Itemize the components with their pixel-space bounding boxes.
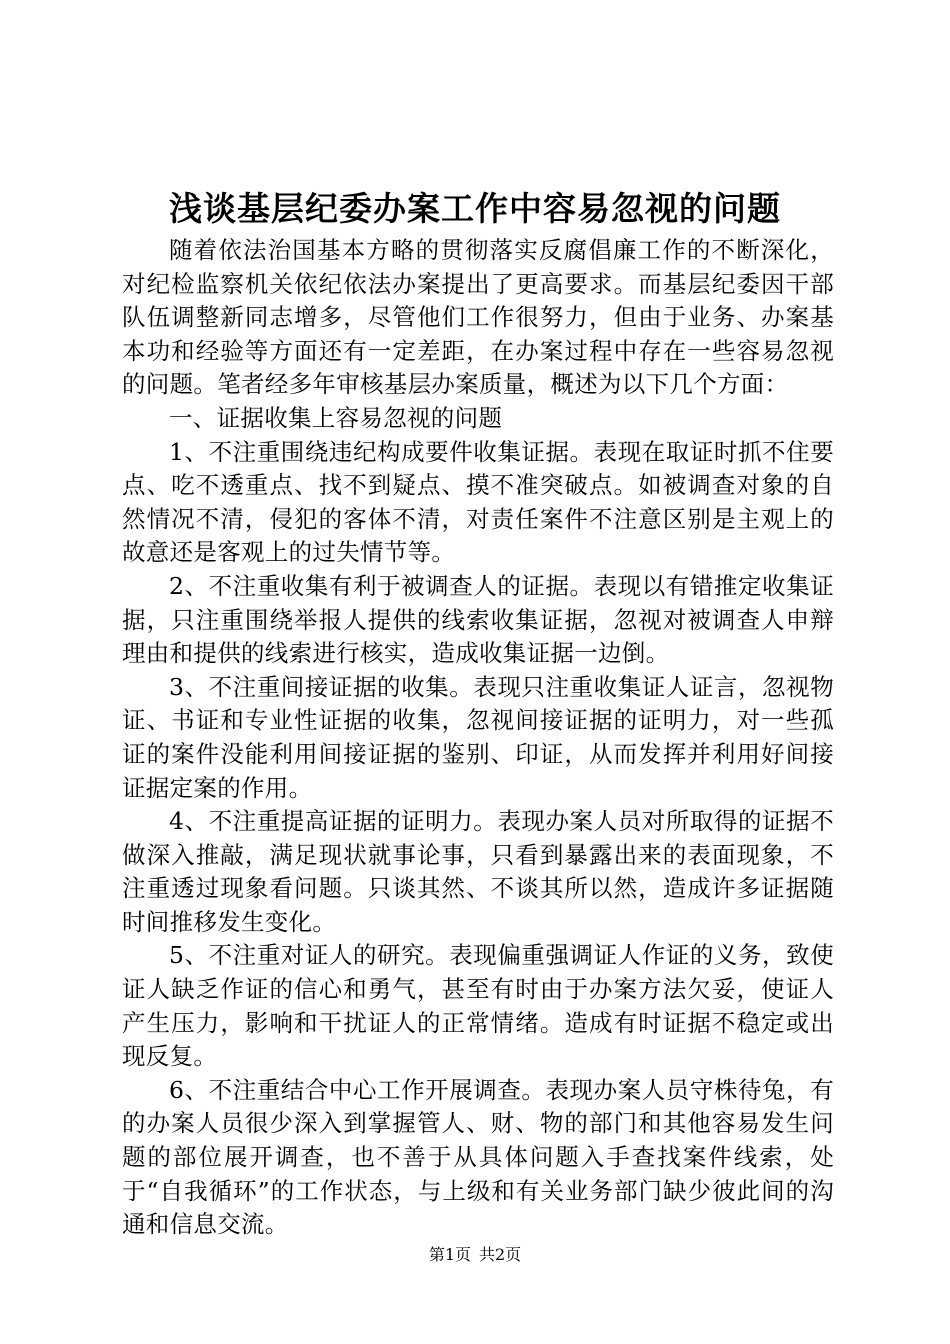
paragraph-item-2: 2、不注重收集有利于被调查人的证据。表现以有错推定收集证据，只注重围绕举报人提供的线索收集证据，忽视对被调查人申辩理由和提供的线索进行核实，造成收集证据一边倒。: [122, 571, 834, 668]
document-body: [122, 234, 834, 1242]
paragraph-item-6: 6、不注重结合中心工作开展调查。表现办案人员守株待兔，有的办案人员很少深入到掌握管人、财、物的部门和其他容易发生问题的部位展开调查，也不善于从具体问题入手查找案件线索，处于“自我循环”的工作状态，与上级和有关业务部门缺少彼此间的沟通和信息交流。: [122, 1075, 834, 1239]
page-total: 共2页: [479, 1245, 522, 1264]
section-heading: 一、证据收集上容易忽视的问题: [169, 403, 503, 432]
page-footer: [0, 1244, 950, 1266]
document-title: 浅谈基层纪委办案工作中容易忽视的问题: [169, 189, 781, 228]
paragraph-item-1: 1、不注重围绕违纪构成要件收集证据。表现在取证时抓不住要点、吃不透重点、找不到疑点、摸不准突破点。如被调查对象的自然情况不清，侵犯的客体不清，对责任案件不注意区别是主观上的故意还是客观上的过失情节等。: [122, 437, 834, 567]
paragraph-item-5: 5、不注重对证人的研究。表现偏重强调证人作证的义务，致使证人缺乏作证的信心和勇气，甚至有时由于办案方法欠妥，使证人产生压力，影响和干扰证人的正常情绪。造成有时证据不稳定或出现反复。: [122, 941, 834, 1071]
page-number: 第1页: [428, 1245, 471, 1264]
paragraph-item-3: 3、不注重间接证据的收集。表现只注重收集证人证言，忽视物证、书证和专业性证据的收集，忽视间接证据的证明力，对一些孤证的案件没能利用间接证据的鉴别、印证，从而发挥并利用好间接证据定案的作用。: [122, 672, 834, 802]
paragraph-item-4: 4、不注重提高证据的证明力。表现办案人员对所取得的证据不做深入推敲，满足现状就事论事，只看到暴露出来的表面现象，不注重透过现象看问题。只谈其然、不谈其所以然，造成许多证据随时间推移发生变化。: [122, 807, 834, 936]
paragraph-intro: 随着依法治国基本方略的贯彻落实反腐倡廉工作的不断深化，对纪检监察机关依纪依法办案提出了更高要求。而基层纪委因干部队伍调整新同志增多，尽管他们工作很努力，但由于业务、办案基本功和经验等方面还有一定差距，在办案过程中存在一些容易忽视的问题。笔者经多年审核基层办案质量，概述为以下几个方面：: [122, 236, 834, 399]
